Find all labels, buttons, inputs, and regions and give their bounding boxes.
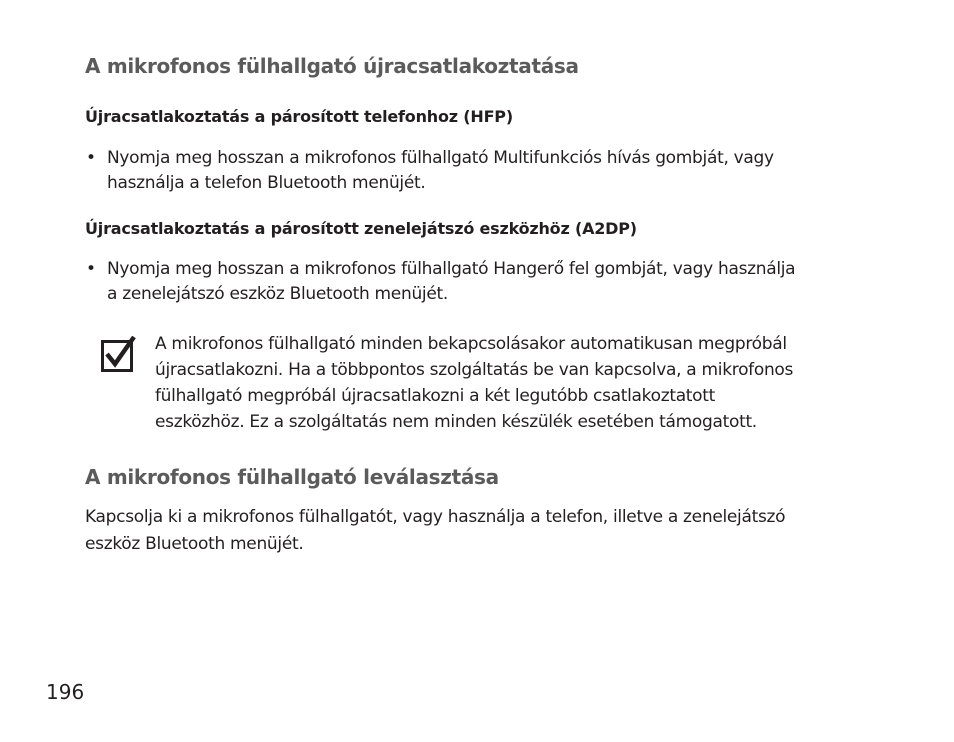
note-line-3: fülhallgató megpróbál újracsatlakozni a két legutóbb csatlakoztatott (155, 386, 716, 406)
bullet-hfp-line-1: Nyomja meg hosszan a mikrofonos fülhallgató Multifunkciós hívás gombját, vagy (107, 148, 774, 168)
bullet-a2dp (86, 257, 886, 307)
bullet-a2dp-line-2: a zenelejátszó eszköz Bluetooth menüjét. (107, 284, 448, 304)
disconnect-line-2: eszköz Bluetooth menüjét. (85, 534, 304, 554)
bullet-marker: • (86, 259, 96, 279)
note-line-2: újracsatlakozni. Ha a többpontos szolgáltatás be van kapcsolva, a mikrofonos (155, 360, 794, 380)
checkbox-note-icon (101, 336, 137, 372)
bullet-hfp (86, 146, 886, 196)
note-text (155, 331, 885, 435)
subheading-a2dp: Újracsatlakoztatás a párosított zenelejátszó eszközhöz (A2DP) (85, 219, 637, 238)
disconnect-paragraph (85, 504, 875, 558)
bullet-hfp-line-2: használja a telefon Bluetooth menüjét. (107, 173, 426, 193)
bullet-a2dp-line-1: Nyomja meg hosszan a mikrofonos fülhallgató Hangerő fel gombját, vagy használja (107, 259, 796, 279)
page-number: 196 (46, 680, 85, 704)
note-line-1: A mikrofonos fülhallgató minden bekapcsolásakor automatikusan megpróbál (155, 334, 787, 354)
note-line-4: eszközhöz. Ez a szolgáltatás nem minden készülék esetében támogatott. (155, 412, 757, 432)
subheading-hfp: Újracsatlakoztatás a párosított telefonhoz (HFP) (85, 107, 513, 126)
bullet-marker: • (86, 148, 96, 168)
section-title-reconnect: A mikrofonos fülhallgató újracsatlakoztatása (85, 54, 579, 78)
section-title-disconnect: A mikrofonos fülhallgató leválasztása (85, 465, 499, 489)
disconnect-line-1: Kapcsolja ki a mikrofonos fülhallgatót, vagy használja a telefon, illetve a zenelejátszó (85, 507, 786, 527)
